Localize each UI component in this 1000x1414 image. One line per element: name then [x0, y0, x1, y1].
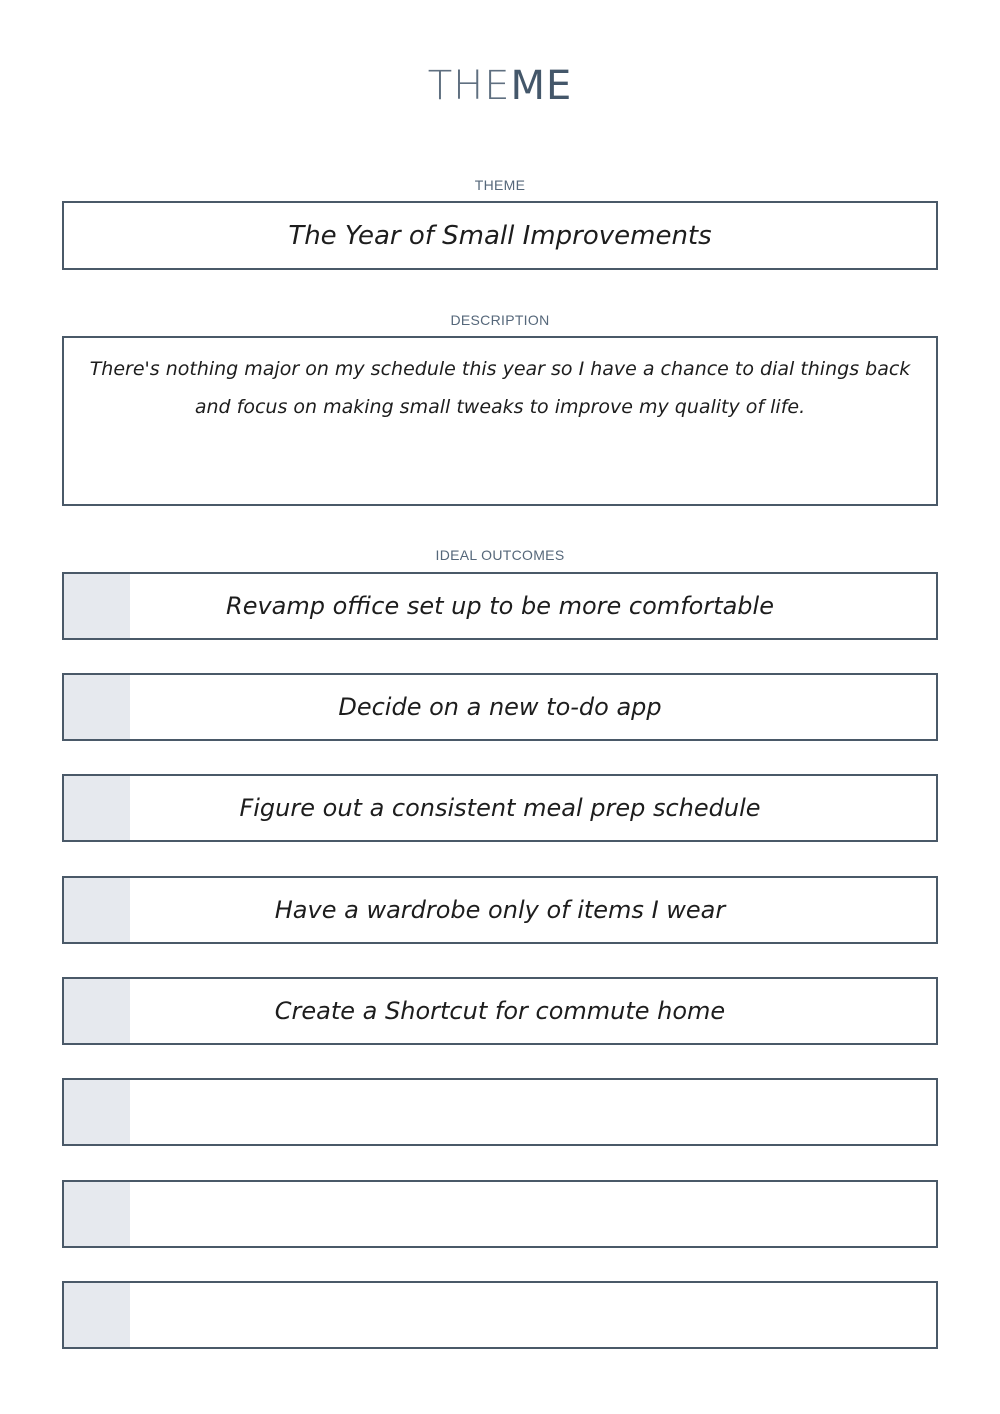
ideal-outcomes-label: IDEAL OUTCOMES: [435, 547, 565, 563]
outcome-row-4[interactable]: [62, 876, 938, 944]
outcome-text: [130, 1080, 936, 1144]
outcome-text: Decide on a new to-do app: [338, 693, 662, 721]
outcome-text: Revamp office set up to be more comfortable: [226, 592, 774, 620]
outcome-text: Figure out a consistent meal prep schedule: [239, 794, 761, 822]
outcome-row-8[interactable]: [62, 1281, 938, 1349]
outcome-checkbox[interactable]: [64, 776, 130, 840]
outcome-checkbox[interactable]: [64, 878, 130, 942]
outcome-checkbox[interactable]: [64, 1182, 130, 1246]
description-label: DESCRIPTION: [450, 312, 550, 328]
page-title: [0, 62, 1000, 110]
theme-field[interactable]: [62, 201, 938, 270]
outcome-text: [130, 1182, 936, 1246]
theme-label: THEME: [474, 177, 526, 193]
outcome-row-5[interactable]: [62, 977, 938, 1045]
outcome-row-3[interactable]: [62, 774, 938, 842]
outcome-row-6[interactable]: [62, 1078, 938, 1146]
outcome-row-7[interactable]: [62, 1180, 938, 1248]
outcome-row-1[interactable]: [62, 572, 938, 640]
outcome-checkbox[interactable]: [64, 675, 130, 739]
outcome-text: [130, 1283, 936, 1347]
outcome-row-2[interactable]: [62, 673, 938, 741]
outcome-checkbox[interactable]: [64, 1080, 130, 1144]
description-value: There's nothing major on my schedule this year so I have a chance to dial things back and focus on making small tweaks to improve my quality of life.: [89, 358, 911, 418]
description-field[interactable]: [62, 336, 938, 506]
page-title-part2: ME: [510, 63, 573, 109]
outcome-checkbox[interactable]: [64, 574, 130, 638]
outcome-checkbox[interactable]: [64, 1283, 130, 1347]
outcome-checkbox[interactable]: [64, 979, 130, 1043]
outcome-text: Have a wardrobe only of items I wear: [274, 896, 726, 924]
page-title-part1: THE: [427, 63, 511, 109]
theme-value: The Year of Small Improvements: [288, 220, 712, 251]
outcome-text: Create a Shortcut for commute home: [274, 997, 726, 1025]
